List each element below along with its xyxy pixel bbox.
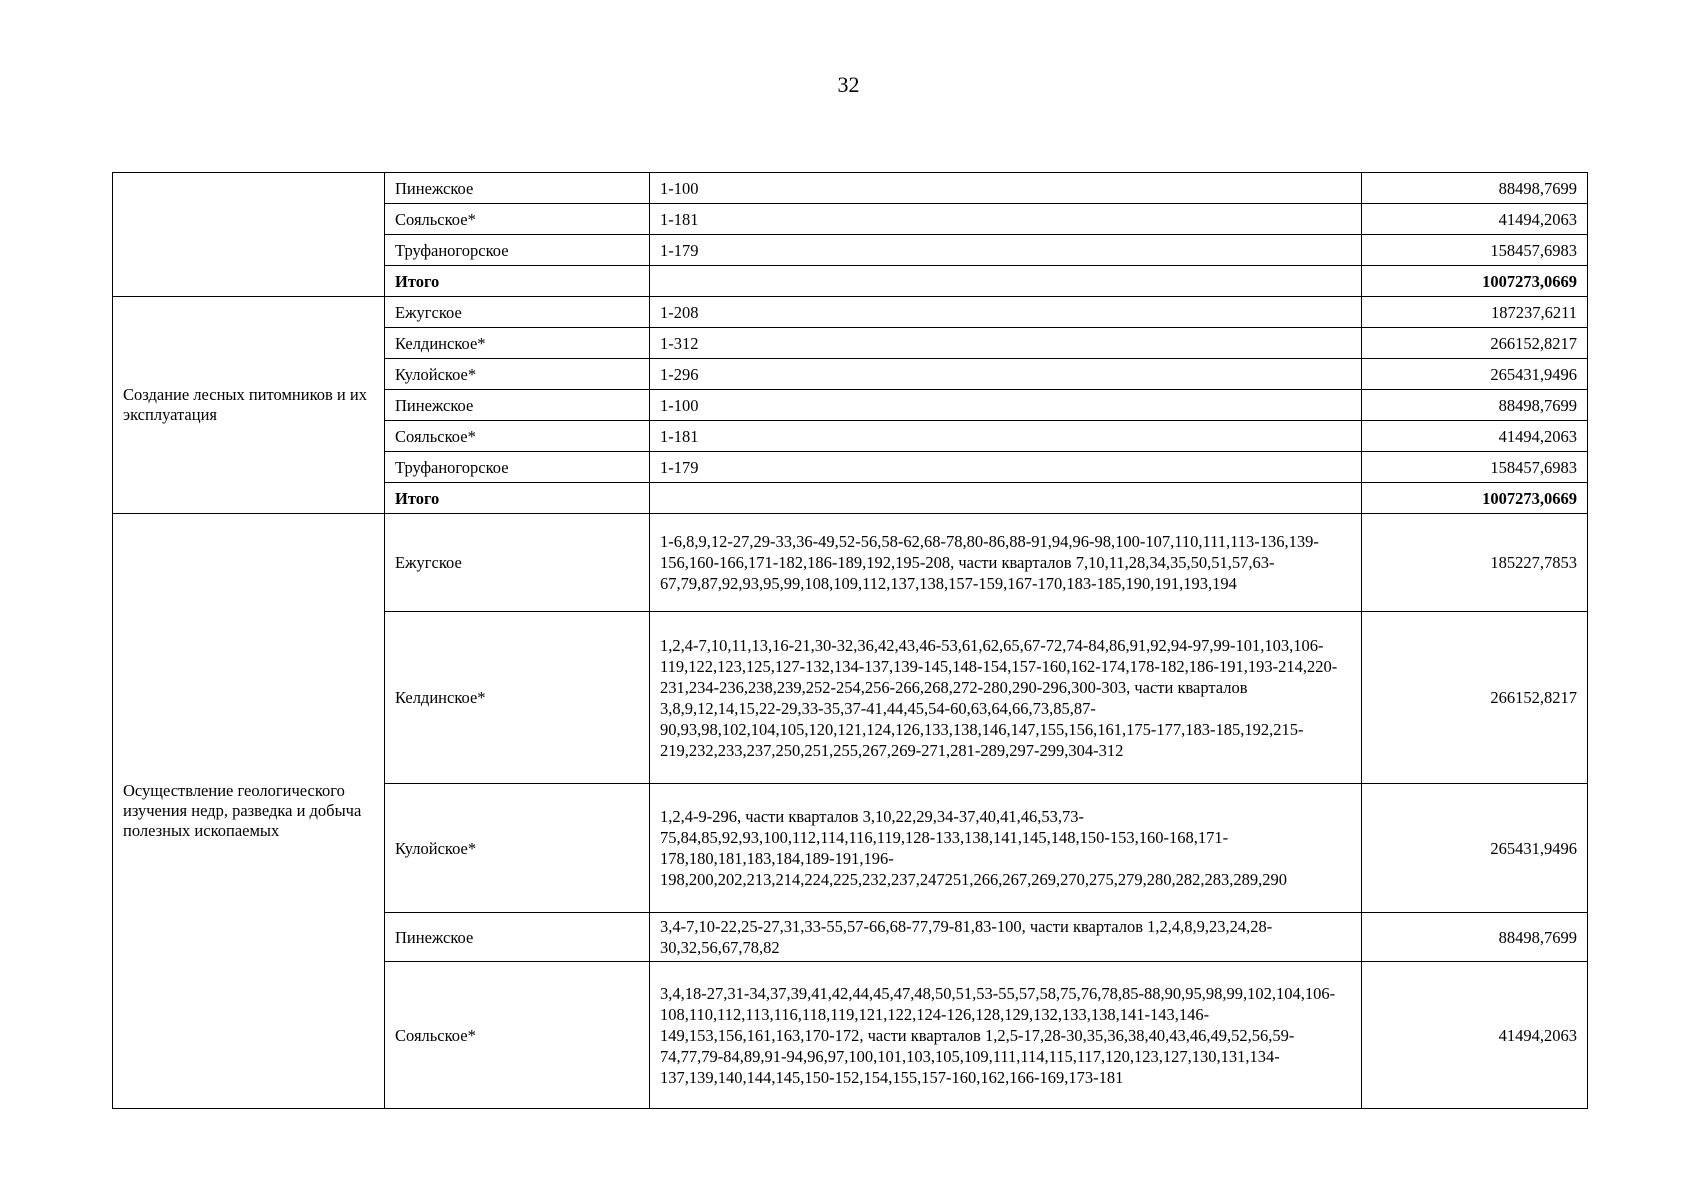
area-cell: 185227,7853	[1362, 514, 1588, 612]
purpose-cell	[113, 173, 385, 297]
forestry-cell: Сояльское*	[385, 421, 650, 452]
area-cell: 88498,7699	[1362, 390, 1588, 421]
purpose-cell: Осуществление геологического изучения недр, разведка и добыча полезных ископаемых	[113, 514, 385, 1109]
area-cell: 265431,9496	[1362, 784, 1588, 913]
area-cell: 41494,2063	[1362, 962, 1588, 1109]
total-label: Итого	[385, 483, 650, 514]
total-label: Итого	[385, 266, 650, 297]
forestry-cell: Сояльское*	[385, 962, 650, 1109]
forestry-cell: Пинежское	[385, 173, 650, 204]
page-number: 32	[837, 72, 860, 97]
quarters-cell: 1,2,4-9-296, части кварталов 3,10,22,29,34-37,40,41,46,53,73-75,84,85,92,93,100,112,114,116,119,128-133,138,141,145,148,150-153,160-168,171-178,180,181,183,184,189-191,196-198,200,202,213,214,224,225,232,237,247251,266,267,269,270,275,279,280,282,283,289,290	[650, 784, 1362, 913]
quarters-cell: 1-100	[650, 173, 1362, 204]
quarters-cell: 1-296	[650, 359, 1362, 390]
quarters-cell: 1-181	[650, 421, 1362, 452]
area-cell: 41494,2063	[1362, 421, 1588, 452]
area-cell: 88498,7699	[1362, 173, 1588, 204]
table-row	[113, 173, 1588, 204]
empty-cell	[650, 266, 1362, 297]
forestry-cell: Кулойское*	[385, 359, 650, 390]
forestry-cell: Труфаногорское	[385, 235, 650, 266]
table-row	[113, 514, 1588, 612]
area-cell: 41494,2063	[1362, 204, 1588, 235]
area-cell: 265431,9496	[1362, 359, 1588, 390]
total-value: 1007273,0669	[1362, 483, 1588, 514]
quarters-cell: 3,4-7,10-22,25-27,31,33-55,57-66,68-77,79-81,83-100, части кварталов 1,2,4,8,9,23,24,28-30,32,56,67,78,82	[650, 913, 1362, 962]
empty-cell	[650, 483, 1362, 514]
total-value: 1007273,0669	[1362, 266, 1588, 297]
forestry-cell: Ежугское	[385, 297, 650, 328]
forestry-cell: Кулойское*	[385, 784, 650, 913]
area-cell: 266152,8217	[1362, 612, 1588, 784]
area-cell: 158457,6983	[1362, 452, 1588, 483]
forestry-cell: Келдинское*	[385, 328, 650, 359]
area-cell: 266152,8217	[1362, 328, 1588, 359]
area-cell: 187237,6211	[1362, 297, 1588, 328]
forestry-cell: Сояльское*	[385, 204, 650, 235]
area-cell: 158457,6983	[1362, 235, 1588, 266]
forest-register-table	[112, 172, 1588, 1109]
quarters-cell: 1-312	[650, 328, 1362, 359]
quarters-cell: 1-6,8,9,12-27,29-33,36-49,52-56,58-62,68-78,80-86,88-91,94,96-98,100-107,110,111,113-136,139-156,160-166,171-182,186-189,192,195-208, части кварталов 7,10,11,28,34,35,50,51,57,63-67,79,87,92,93,95,99,108,109,112,137,138,157-159,167-170,183-185,190,191,193,194	[650, 514, 1362, 612]
area-cell: 88498,7699	[1362, 913, 1588, 962]
purpose-cell: Создание лесных питомников и их эксплуатация	[113, 297, 385, 514]
forestry-cell: Труфаногорское	[385, 452, 650, 483]
quarters-cell: 3,4,18-27,31-34,37,39,41,42,44,45,47,48,50,51,53-55,57,58,75,76,78,85-88,90,95,98,99,102,104,106-108,110,112,113,116,118,119,121,122,124-126,128,129,132,133,138,141-143,146-149,153,156,161,163,170-172, части кварталов 1,2,5-17,28-30,35,36,38,40,43,46,49,52,56,59-74,77,79-84,89,91-94,96,97,100,101,103,105,109,111,114,115,117,120,123,127,130,131,134-137,139,140,144,145,150-152,154,155,157-160,162,166-169,173-181	[650, 962, 1362, 1109]
quarters-cell: 1,2,4-7,10,11,13,16-21,30-32,36,42,43,46-53,61,62,65,67-72,74-84,86,91,92,94-97,99-101,103,106-119,122,123,125,127-132,134-137,139-145,148-154,157-160,162-174,178-182,186-191,193-214,220-231,234-236,238,239,252-254,256-266,268,272-280,290-296,300-303, части кварталов 3,8,9,12,14,15,22-29,33-35,37-41,44,45,54-60,63,64,66,73,85,87-90,93,98,102,104,105,120,121,124,126,133,138,146,147,155,156,161,175-177,183-185,192,215-219,232,233,237,250,251,255,267,269-271,281-289,297-299,304-312	[650, 612, 1362, 784]
forestry-cell: Пинежское	[385, 913, 650, 962]
forestry-cell: Ежугское	[385, 514, 650, 612]
forestry-cell: Пинежское	[385, 390, 650, 421]
forestry-cell: Келдинское*	[385, 612, 650, 784]
quarters-cell: 1-181	[650, 204, 1362, 235]
quarters-cell: 1-208	[650, 297, 1362, 328]
quarters-cell: 1-179	[650, 235, 1362, 266]
table-row	[113, 297, 1588, 328]
quarters-cell: 1-179	[650, 452, 1362, 483]
quarters-cell: 1-100	[650, 390, 1362, 421]
